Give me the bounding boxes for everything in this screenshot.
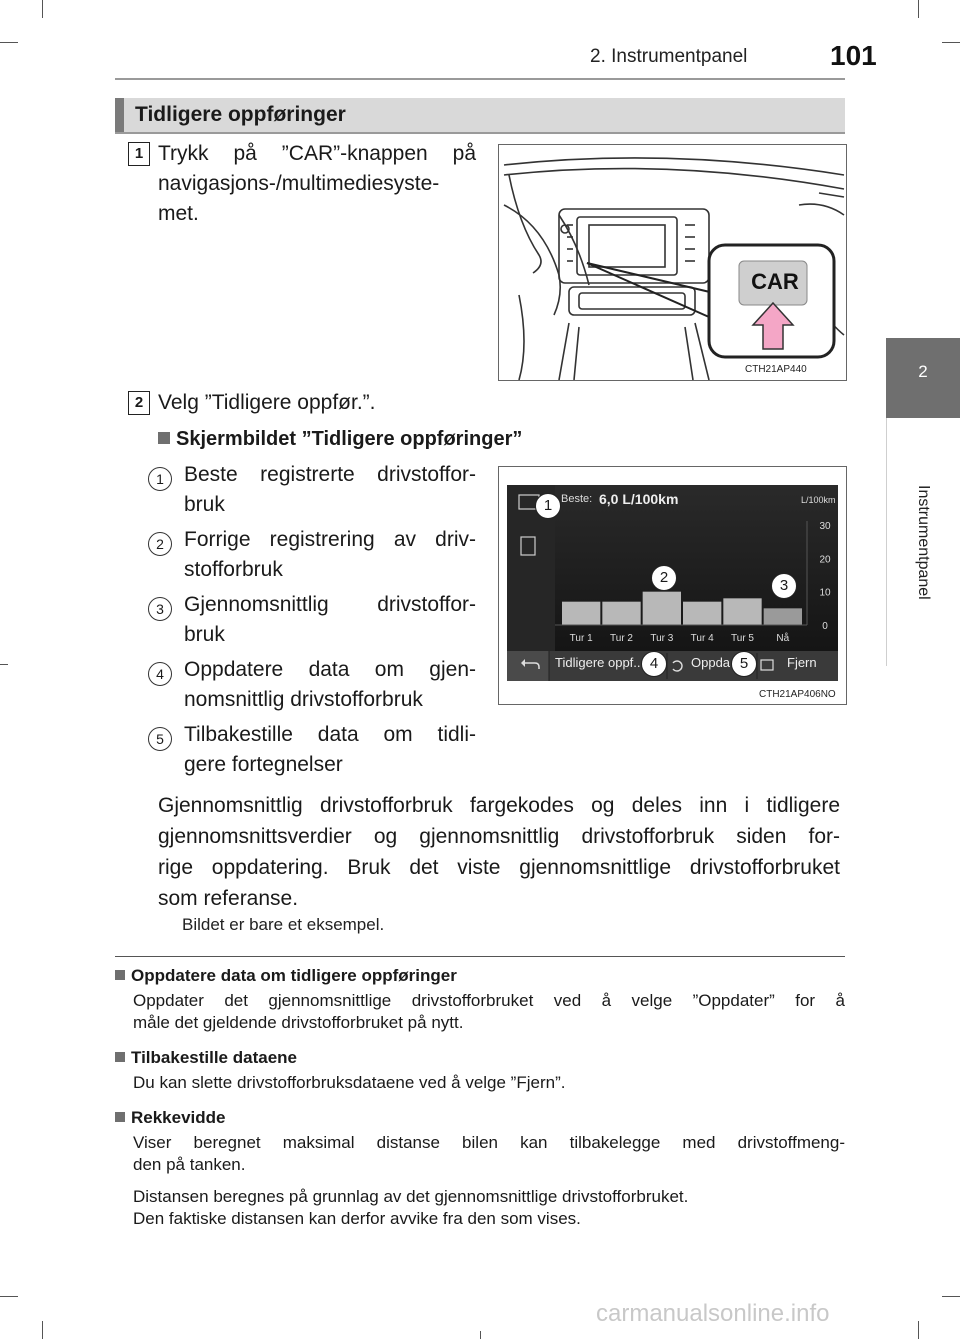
y-tick-label: 0 bbox=[822, 621, 828, 632]
note-title: Rekkevidde bbox=[115, 1108, 845, 1128]
step-2-text: Velg ”Tidligere oppfør.”. bbox=[158, 391, 376, 414]
car-button-label: CAR bbox=[751, 269, 799, 294]
legend-item: Forrige registrering av driv- stofforbruk bbox=[184, 528, 476, 581]
crop-mark bbox=[42, 1321, 43, 1339]
y-tick-label: 30 bbox=[819, 521, 831, 532]
note-body: Viser beregnet maksimal distanse bilen kan tilbakelegge med drivstoffmeng- den på tanken. bbox=[133, 1133, 845, 1174]
chapter-tab-label: Instrumentpanel bbox=[915, 484, 932, 600]
legend-item: Gjennomsnittlig drivstoffor- bruk bbox=[184, 593, 476, 646]
trip-bar bbox=[602, 602, 640, 625]
unit-label: L/100km bbox=[801, 495, 836, 505]
crop-mark bbox=[918, 1321, 919, 1339]
legend-number: 4 bbox=[148, 662, 172, 686]
trip-bar bbox=[683, 602, 721, 625]
crop-mark bbox=[942, 1296, 960, 1297]
crop-mark bbox=[0, 664, 8, 665]
callout-3: 3 bbox=[771, 573, 797, 599]
footer-back-label: Tidligere oppf.. bbox=[555, 655, 641, 670]
crop-mark bbox=[42, 0, 43, 18]
callout-5: 5 bbox=[731, 651, 757, 677]
trip-bar bbox=[643, 592, 681, 625]
figure-code: CTH21AP406NO bbox=[759, 689, 836, 700]
trip-bar bbox=[764, 608, 802, 625]
section-heading-text: Tidligere oppføringer bbox=[135, 103, 346, 126]
step-number: 1 bbox=[128, 142, 150, 166]
best-label: Beste: bbox=[561, 493, 593, 505]
note-title: Oppdatere data om tidligere oppføringer bbox=[115, 966, 845, 986]
section-heading-bar bbox=[115, 98, 124, 132]
crop-mark bbox=[0, 42, 18, 43]
dashboard-illustration bbox=[499, 145, 846, 380]
notes-divider bbox=[115, 956, 845, 957]
note-block bbox=[115, 1108, 845, 1230]
bullet-square-icon bbox=[115, 1112, 125, 1122]
trip-label: Tur 4 bbox=[690, 633, 714, 644]
crop-mark bbox=[480, 1331, 481, 1339]
trip-bar bbox=[723, 598, 761, 625]
footer-clear-label: Fjern bbox=[787, 655, 817, 670]
note-block bbox=[115, 966, 845, 1034]
screen-display bbox=[507, 485, 838, 681]
legend-number: 2 bbox=[148, 532, 172, 556]
note-title: Tilbakestille dataene bbox=[115, 1048, 845, 1068]
figure-code: CTH21AP440 bbox=[745, 364, 807, 375]
trip-label: Nå bbox=[776, 633, 790, 644]
bullet-square-icon bbox=[158, 432, 170, 444]
trip-label: Tur 1 bbox=[569, 633, 593, 644]
footer-update-label: Oppda bbox=[691, 655, 731, 670]
section-heading bbox=[115, 98, 845, 134]
legend-item: Beste registrerte drivstoffor- bruk bbox=[184, 463, 476, 516]
legend-number: 5 bbox=[148, 727, 172, 751]
explanation-paragraph: Gjennomsnittlig drivstofforbruk fargekodes og deles inn i tidligere gjennomsnittsverdier og gjennomsnittlig drivstofforbruk siden for- rige oppdatering. Bruk det viste gjennomsnittlige drivstofforbruket som referanse. bbox=[158, 794, 840, 910]
note-block bbox=[115, 1048, 845, 1094]
header-section-title: 2. Instrumentpanel bbox=[590, 46, 748, 67]
header-rule bbox=[115, 78, 845, 80]
bullet-square-icon bbox=[115, 970, 125, 980]
page-number: 101 bbox=[830, 40, 877, 71]
callout-4: 4 bbox=[641, 651, 667, 677]
trip-label: Tur 5 bbox=[731, 633, 754, 644]
figure-screen bbox=[498, 466, 847, 705]
example-note: Bildet er bare et eksempel. bbox=[182, 915, 385, 934]
note-body: Oppdater det gjennomsnittlige drivstofforbruket ved å velge ”Oppdater” for å måle det gjeldende drivstofforbruket på nytt. bbox=[133, 991, 845, 1032]
subsection-heading: Skjermbildet ”Tidligere oppføringer” bbox=[158, 428, 522, 451]
callout-2: 2 bbox=[651, 565, 677, 591]
figure-dashboard bbox=[498, 144, 847, 381]
trip-bar bbox=[562, 602, 600, 625]
bullet-square-icon bbox=[115, 1052, 125, 1062]
note-body: Distansen beregnes på grunnlag av det gjennomsnittlige drivstofforbruket. Den faktiske distansen kan derfor avvike fra den som vises. bbox=[133, 1187, 689, 1228]
y-tick-label: 20 bbox=[819, 554, 831, 566]
step-1-text: Trykk på ”CAR”-knappen på navigasjons-/multimediesyste- met. bbox=[158, 142, 476, 225]
best-value: 6,0 L/100km bbox=[599, 491, 679, 507]
watermark: carmanualsonline.info bbox=[596, 1300, 830, 1327]
crop-mark bbox=[942, 42, 960, 43]
legend-item: Tilbakestille data om tidli- gere fortegnelser bbox=[184, 723, 476, 776]
legend-number: 1 bbox=[148, 467, 172, 491]
callout-1: 1 bbox=[535, 493, 561, 519]
step-number: 2 bbox=[128, 391, 150, 415]
y-tick-label: 10 bbox=[819, 587, 831, 599]
chapter-tab-number: 2 bbox=[918, 362, 928, 381]
crop-mark bbox=[0, 1296, 18, 1297]
legend-number: 3 bbox=[148, 597, 172, 621]
legend-item: Oppdatere data om gjen- nomsnittlig drivstofforbruk bbox=[184, 658, 476, 711]
trip-label: Tur 3 bbox=[650, 633, 674, 644]
trip-label: Tur 2 bbox=[610, 633, 633, 644]
note-body: Du kan slette drivstofforbruksdataene ved å velge ”Fjern”. bbox=[133, 1073, 566, 1092]
crop-mark bbox=[918, 0, 919, 18]
